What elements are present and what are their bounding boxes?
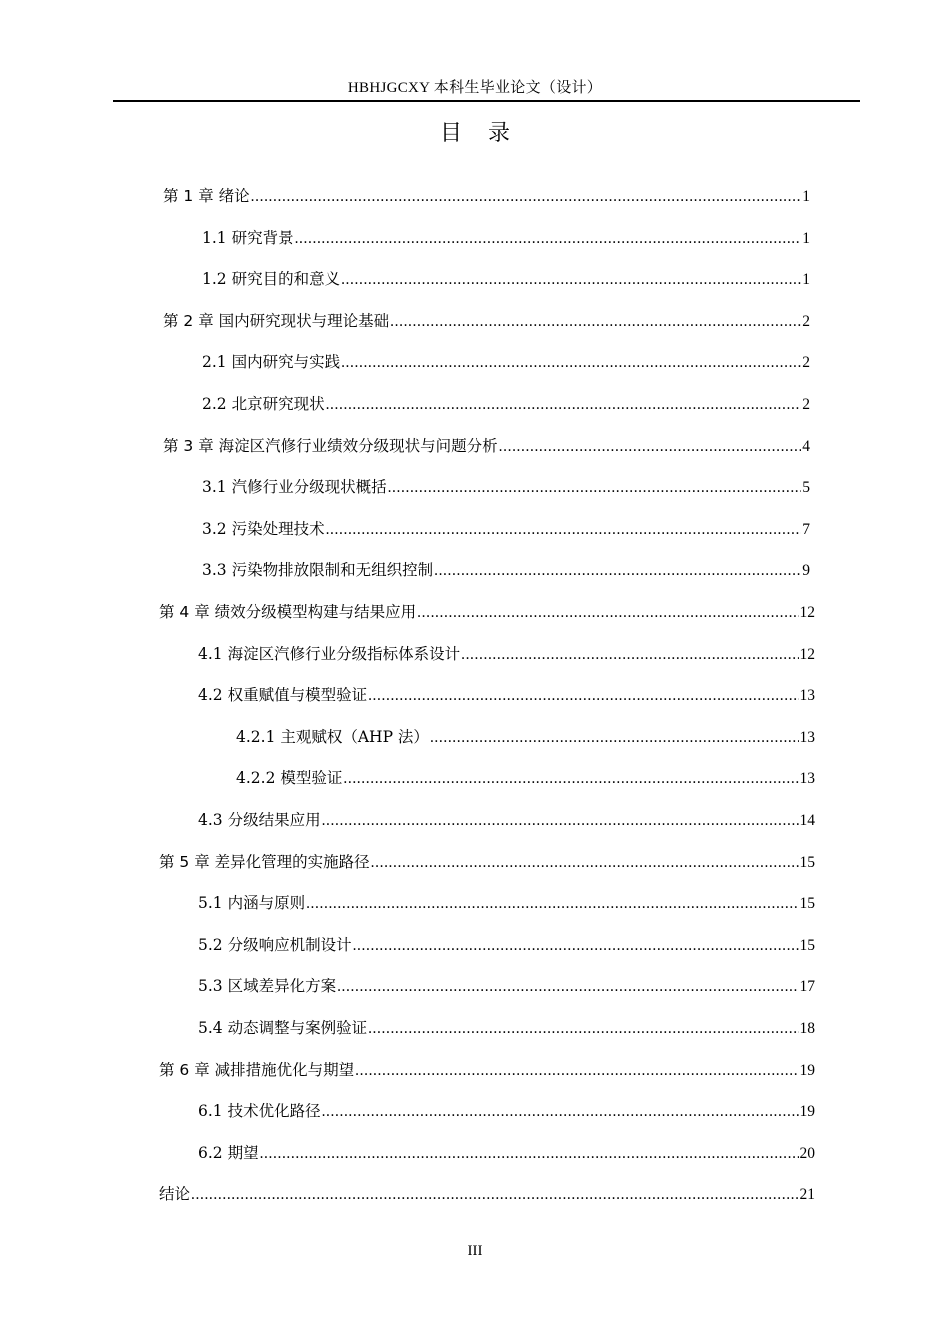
toc-section-entry[interactable]	[198, 891, 815, 917]
dot-leader	[341, 354, 801, 372]
toc-entry-label: 4.2.2 模型验证	[236, 769, 343, 788]
toc-section-entry[interactable]	[202, 226, 810, 252]
toc-entry-label: 1.2 研究目的和意义	[202, 270, 341, 289]
toc-entry-page: 21	[799, 1186, 815, 1204]
toc-section-entry[interactable]	[202, 517, 810, 543]
toc-section-entry[interactable]	[236, 766, 815, 792]
toc-entry-page: 1	[802, 188, 810, 205]
toc-chapter-entry[interactable]	[163, 309, 810, 335]
dot-leader	[322, 1103, 799, 1121]
dot-leader	[260, 1145, 799, 1163]
toc-section-entry[interactable]	[198, 808, 815, 834]
toc-entry-page: 1	[802, 229, 810, 247]
toc-entry-page: 4	[802, 437, 810, 455]
toc-entry-page: 2	[802, 354, 810, 372]
dot-leader	[326, 521, 802, 539]
toc-chapter-entry[interactable]	[159, 1058, 815, 1084]
toc-entry-label: 第 5 章 差异化管理的实施路径	[159, 852, 370, 871]
toc-entry-page: 7	[802, 520, 810, 538]
toc-entry-label: 4.1 海淀区汽修行业分级指标体系设计	[198, 644, 461, 663]
toc-section-entry[interactable]	[198, 1141, 815, 1167]
toc-entry-label: 4.2.1 主观赋权（AHP 法）	[236, 727, 429, 746]
dot-leader	[337, 978, 798, 996]
toc-section-entry[interactable]	[202, 392, 810, 418]
dot-leader	[322, 812, 799, 830]
toc-chapter-entry[interactable]	[163, 434, 810, 460]
toc-entry-page: 15	[799, 853, 815, 871]
toc-entry-page: 5	[802, 479, 810, 497]
toc-entry-label: 4.2 权重赋值与模型验证	[198, 686, 368, 705]
toc-entry-label: 第 3 章 海淀区汽修行业绩效分级现状与问题分析	[163, 436, 498, 455]
toc-entry-page: 12	[799, 645, 815, 663]
dot-leader	[434, 562, 801, 580]
toc-entry-label: 5.3 区域差异化方案	[198, 977, 337, 996]
toc-entry-label: 6.1 技术优化路径	[198, 1102, 321, 1121]
toc-entry-label: 结论	[159, 1185, 191, 1204]
toc-entry-page: 17	[799, 978, 815, 996]
toc-section-entry[interactable]	[202, 267, 810, 293]
toc-entry-page: 12	[799, 604, 815, 621]
dot-leader	[343, 770, 798, 788]
dot-leader	[306, 895, 798, 913]
dot-leader	[353, 937, 799, 955]
dot-leader	[368, 1020, 798, 1038]
dot-leader	[341, 271, 801, 289]
dot-leader	[355, 1062, 798, 1080]
header-rule	[113, 100, 860, 102]
dot-leader	[417, 604, 798, 622]
toc-entry-page: 14	[799, 812, 815, 829]
toc-section-entry[interactable]	[202, 350, 810, 376]
page-header: HBHJGCXY 本科生毕业论文（设计）	[347, 80, 603, 96]
dot-leader	[368, 687, 798, 705]
dot-leader	[388, 479, 802, 497]
dot-leader	[371, 854, 799, 872]
toc-section-entry[interactable]	[198, 1099, 815, 1125]
toc-section-entry[interactable]	[198, 683, 815, 709]
toc-entry-label: 5.1 内涵与原则	[198, 894, 306, 913]
toc-entry-label: 4.3 分级结果应用	[198, 811, 321, 829]
toc-entry-page: 9	[802, 562, 810, 580]
toc-entry-label: 第 1 章 绪论	[163, 187, 250, 205]
toc-entry-label: 第 4 章 绩效分级模型构建与结果应用	[159, 603, 417, 621]
toc-entry-page: 13	[799, 687, 815, 705]
toc-section-entry[interactable]	[202, 558, 810, 584]
dot-leader	[461, 646, 798, 664]
toc-entry-label: 2.2 北京研究现状	[202, 395, 325, 413]
dot-leader	[326, 396, 802, 414]
toc-section-entry[interactable]	[236, 725, 815, 751]
dot-leader	[295, 230, 802, 248]
toc-chapter-entry[interactable]	[159, 850, 815, 876]
toc-entry-page: 18	[799, 1020, 815, 1037]
toc-entry-label: 3.1 汽修行业分级现状概括	[202, 478, 387, 497]
toc-entry-page: 15	[799, 936, 815, 954]
toc-section-entry[interactable]	[198, 1016, 815, 1042]
toc-entry-label: 第 2 章 国内研究现状与理论基础	[163, 311, 390, 330]
toc-entry-page: 19	[799, 1061, 815, 1079]
dot-leader	[251, 188, 802, 206]
dot-leader	[430, 729, 799, 747]
toc-title: 目录	[439, 121, 536, 146]
page-number: III	[467, 1243, 483, 1259]
toc-chapter-entry[interactable]	[159, 1182, 815, 1208]
toc-entry-page: 20	[799, 1144, 815, 1162]
toc-entry-page: 19	[799, 1103, 815, 1121]
toc-section-entry[interactable]	[198, 974, 815, 1000]
dot-leader	[390, 313, 801, 331]
toc-entry-label: 6.2 期望	[198, 1143, 259, 1162]
toc-chapter-entry[interactable]	[159, 600, 815, 626]
toc-entry-label: 1.1 研究背景	[202, 228, 294, 247]
toc-section-entry[interactable]	[202, 475, 810, 501]
toc-entry-page: 13	[799, 728, 815, 746]
toc-entry-label: 3.3 污染物排放限制和无组织控制	[202, 561, 434, 580]
toc-entry-page: 2	[802, 312, 810, 330]
toc-entry-page: 1	[802, 271, 810, 289]
toc-entry-label: 3.2 污染处理技术	[202, 519, 325, 538]
toc-chapter-entry[interactable]	[163, 184, 810, 210]
dot-leader	[191, 1186, 798, 1204]
dot-leader	[499, 438, 802, 456]
toc-entry-label: 5.4 动态调整与案例验证	[198, 1019, 368, 1037]
toc-entry-page: 15	[799, 895, 815, 913]
toc-section-entry[interactable]	[198, 642, 815, 668]
toc-entry-page: 2	[802, 396, 810, 413]
toc-entry-label: 2.1 国内研究与实践	[202, 353, 341, 372]
toc-entry-label: 第 6 章 减排措施优化与期望	[159, 1060, 355, 1079]
toc-entry-label: 5.2 分级响应机制设计	[198, 935, 352, 954]
toc-section-entry[interactable]	[198, 933, 815, 959]
toc-entry-page: 13	[799, 770, 815, 788]
